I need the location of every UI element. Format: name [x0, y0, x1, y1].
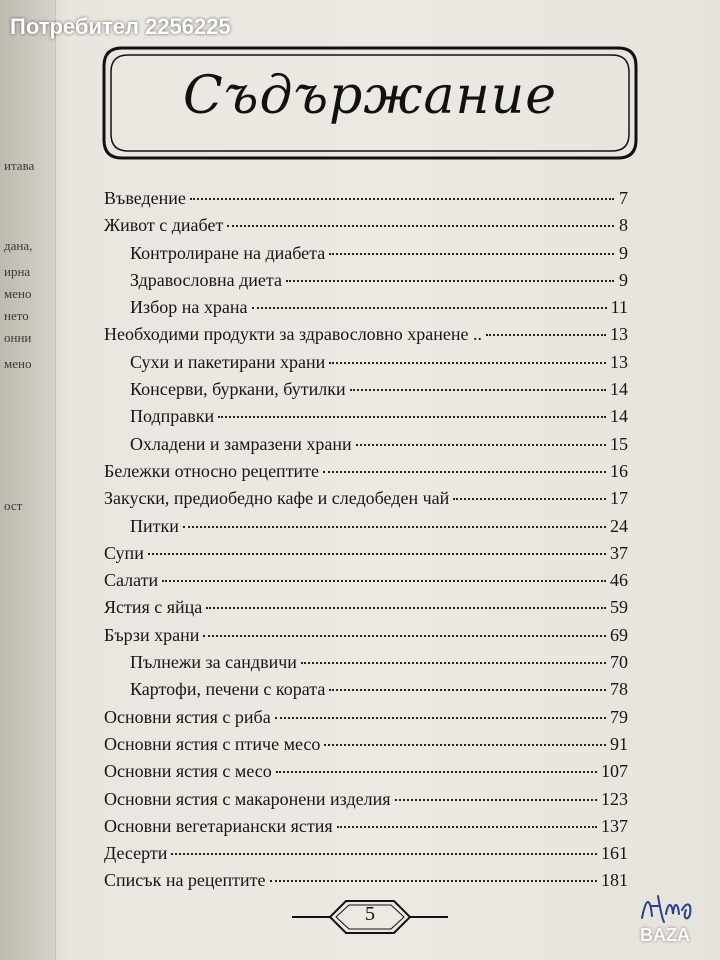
toc-leader-dots — [203, 635, 606, 637]
toc-entry-label: Живот с диабет — [104, 215, 224, 236]
toc-entry-label: Закуски, предиобедно кафе и следобеден чай — [104, 488, 450, 509]
toc-leader-dots — [356, 444, 606, 446]
toc-subentry — [104, 352, 628, 379]
footer-ornament — [290, 893, 450, 941]
toc-entry-label: Супи — [104, 542, 144, 563]
toc-leader-dots — [270, 880, 597, 882]
toc-entry-page: 8 — [619, 215, 628, 236]
toc-entry-label: Сухи и пакетирани храни — [130, 351, 326, 372]
toc-leader-dots — [275, 717, 606, 719]
toc-entry-label: Здравословна диета — [130, 269, 282, 290]
toc-entry-label: Консерви, буркани, бутилки — [130, 379, 346, 400]
page-number: 5 — [365, 903, 375, 925]
toc-entry-label: Ястия с яйца — [104, 597, 203, 618]
toc-entry-label: Охладени и замразени храни — [130, 433, 352, 454]
toc-entry-label: Питки — [130, 515, 179, 536]
toc-entry-page: 46 — [610, 570, 628, 591]
toc-entry-page: 78 — [610, 679, 628, 700]
toc-leader-dots — [329, 362, 606, 364]
toc-entry — [104, 761, 628, 788]
toc-entry-page: 69 — [610, 624, 628, 645]
toc-leader-dots — [227, 225, 614, 227]
toc-subentry — [104, 379, 628, 406]
left-page-fragment: мено — [4, 286, 32, 301]
toc-entry-label: Основни ястия с макаронени изделия — [104, 788, 391, 809]
toc-entry-page: 107 — [601, 761, 628, 782]
watermark-user: Потребител 2256225 — [10, 14, 231, 39]
toc-subentry — [104, 243, 628, 270]
toc-entry-page: 17 — [610, 488, 628, 509]
left-page-fragment: ост — [4, 498, 23, 513]
toc-entry-page: 70 — [610, 652, 628, 673]
toc-entry — [104, 816, 628, 843]
toc-leader-dots — [395, 799, 598, 801]
toc-entry — [104, 789, 628, 816]
toc-entry — [104, 707, 628, 734]
toc-entry-label: Въведение — [104, 188, 186, 208]
left-page-fragment: дана, — [4, 238, 33, 253]
toc-entry-label: Основни ястия с риба — [104, 706, 271, 727]
toc-entry-page: 14 — [610, 379, 628, 400]
page-title: Съдържание — [183, 66, 557, 126]
toc-entry-page: 11 — [610, 297, 628, 318]
left-page-fragment: мено — [4, 356, 32, 371]
toc-leader-dots — [337, 826, 597, 828]
table-of-contents — [104, 188, 628, 898]
toc-leader-dots — [329, 689, 606, 691]
toc-entry — [104, 570, 628, 597]
toc-entry-page: 13 — [610, 324, 628, 345]
toc-leader-dots — [324, 744, 606, 746]
toc-entry — [104, 324, 628, 351]
toc-entry-label: Подправки — [130, 406, 215, 427]
toc-entry — [104, 188, 628, 215]
toc-leader-dots — [206, 607, 606, 609]
toc-leader-dots — [486, 334, 606, 336]
toc-subentry — [104, 516, 628, 543]
handwritten-signature-icon — [638, 888, 698, 928]
toc-entry-page: 59 — [610, 597, 628, 618]
left-page-fragment: нето — [4, 308, 29, 323]
toc-entry-page: 37 — [610, 542, 628, 563]
toc-leader-dots — [218, 416, 606, 418]
toc-leader-dots — [286, 280, 614, 282]
toc-entry-page: 161 — [601, 843, 628, 864]
toc-leader-dots — [171, 853, 597, 855]
toc-entry-page: 24 — [610, 515, 628, 536]
left-page-fragment: онни — [4, 330, 32, 345]
toc-entry-label: Пълнежи за сандвичи — [130, 652, 297, 673]
title-frame — [100, 44, 640, 162]
toc-entry-label: Салати — [104, 570, 159, 591]
toc-entry-label: Десерти — [104, 843, 168, 864]
toc-leader-dots — [162, 580, 606, 582]
toc-leader-dots — [252, 307, 607, 309]
toc-entry-page: 123 — [601, 788, 628, 809]
toc-leader-dots — [350, 389, 606, 391]
toc-entry-page: 9 — [619, 269, 628, 290]
toc-leader-dots — [183, 526, 606, 528]
toc-entry-page: 16 — [610, 460, 628, 481]
toc-entry-label: Картофи, печени с кората — [130, 679, 326, 700]
toc-entry — [104, 543, 628, 570]
left-page-fragment: ирна — [4, 264, 31, 279]
toc-leader-dots — [148, 553, 606, 555]
toc-leader-dots — [276, 771, 597, 773]
toc-entry-label: Избор на храна — [130, 297, 248, 318]
toc-entry — [104, 625, 628, 652]
toc-entry-label: Бързи храни — [104, 624, 200, 645]
toc-subentry — [104, 406, 628, 433]
toc-entry-label: Списък на рецептите — [104, 870, 266, 891]
previous-page-edge — [0, 0, 56, 960]
toc-entry — [104, 734, 628, 761]
toc-entry-label: Бележки относно рецептите — [104, 460, 320, 481]
toc-entry — [104, 215, 628, 242]
toc-entry-page: 13 — [610, 351, 628, 372]
toc-leader-dots — [323, 471, 606, 473]
toc-subentry — [104, 434, 628, 461]
toc-entry-label: Необходими продукти за здравословно хранене .. — [104, 324, 483, 345]
toc-leader-dots — [453, 498, 606, 500]
watermark-brand: BAZA — [640, 925, 690, 945]
toc-entry-label: Основни вегетариански ястия — [104, 815, 333, 836]
toc-entry-page: 15 — [610, 433, 628, 454]
toc-entry — [104, 488, 628, 515]
toc-subentry — [104, 652, 628, 679]
toc-subentry — [104, 270, 628, 297]
left-page-fragment: итава — [4, 158, 35, 173]
toc-entry-page: 181 — [601, 870, 628, 891]
toc-leader-dots — [190, 198, 614, 200]
toc-entry-page: 79 — [610, 706, 628, 727]
toc-entry-page: 137 — [601, 815, 628, 836]
toc-entry-label: Контролиране на диабета — [130, 242, 326, 263]
toc-entry — [104, 843, 628, 870]
toc-entry-page: 7 — [619, 188, 628, 208]
toc-entry-label: Основни ястия с птиче месо — [104, 733, 321, 754]
toc-entry — [104, 461, 628, 488]
toc-entry — [104, 597, 628, 624]
toc-leader-dots — [329, 253, 614, 255]
toc-subentry — [104, 679, 628, 706]
toc-entry-page: 14 — [610, 406, 628, 427]
toc-entry-page: 9 — [619, 242, 628, 263]
toc-entry-label: Основни ястия с месо — [104, 761, 272, 782]
toc-leader-dots — [301, 662, 606, 664]
toc-subentry — [104, 297, 628, 324]
toc-entry-page: 91 — [610, 733, 628, 754]
